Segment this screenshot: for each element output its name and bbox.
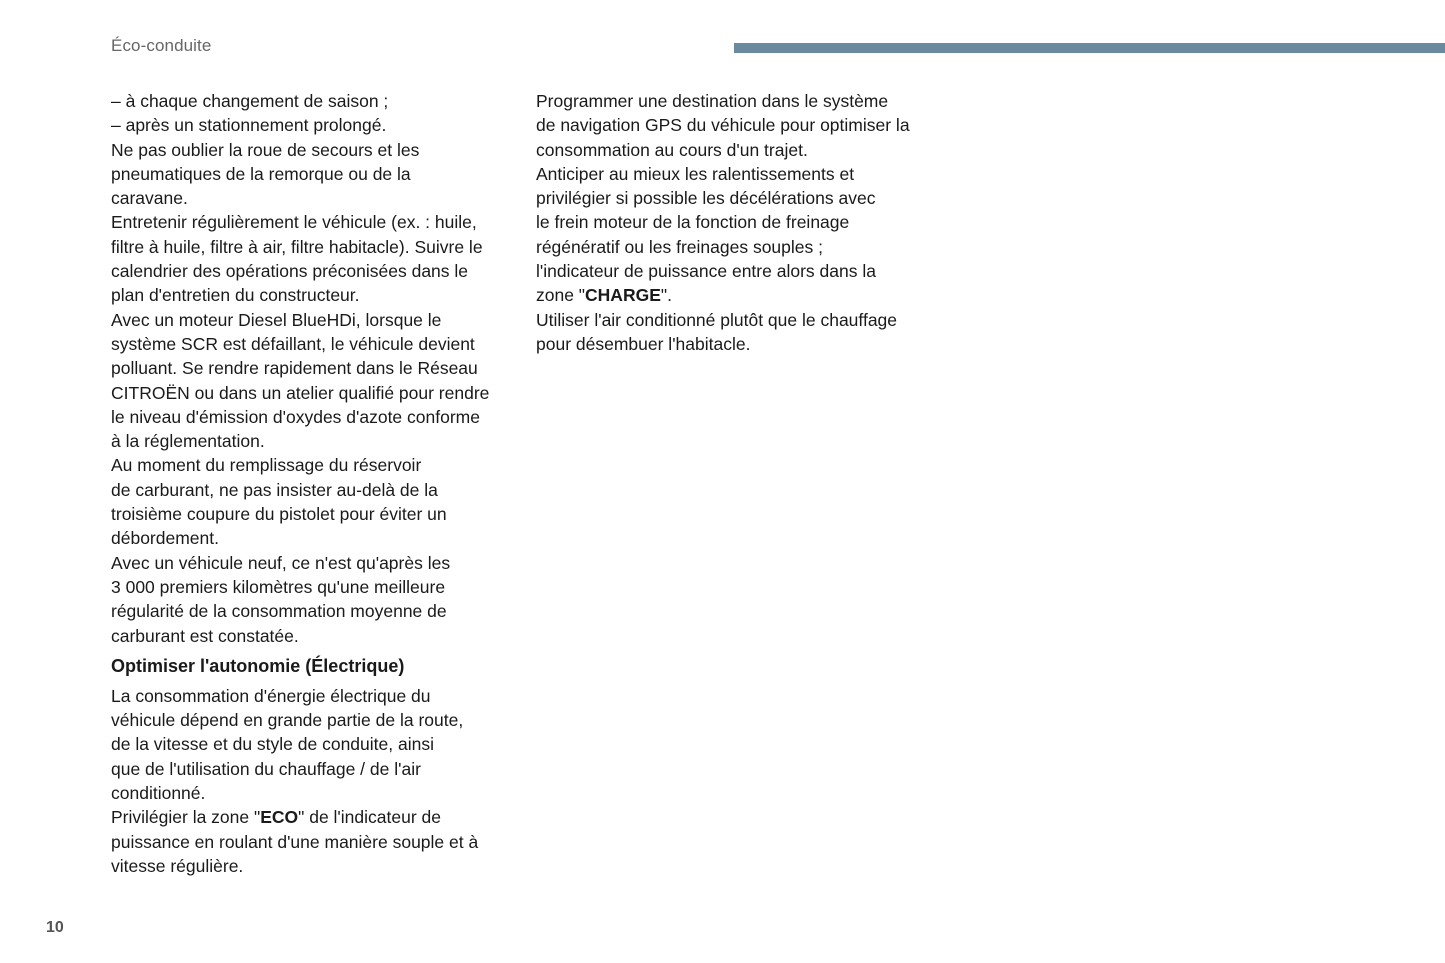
paragraph-maintenance: Entretenir régulièrement le véhicule (ex. : huile, filtre à huile, filtre à air, filtre habitacle). Suivre le calendrier des opérations préconisées dans le plan d'entretien du constructeur. <box>111 212 483 306</box>
header-bar <box>734 43 1445 53</box>
paragraph-spare-wheel: Ne pas oublier la roue de secours et les pneumatiques de la remorque ou de la caravane. <box>111 139 420 209</box>
paragraph-bluehdi: Avec un moteur Diesel BlueHDi, lorsque le système SCR est défaillant, le véhicule devient polluant. Se rendre rapidement dans le Réseau CITROËN ou dans un atelier qualifié pour rendre le niveau d'émission d'oxydes d'azote conforme à la réglementation. <box>111 309 490 452</box>
paragraph-gps: Programmer une destination dans le système de navigation GPS du véhicule pour optimiser la consommation au cours d'un trajet. <box>536 91 910 160</box>
paragraph-air-conditioning: Utiliser l'air conditionné plutôt que le chauffage pour désembuer l'habitacle. <box>536 309 898 354</box>
right-column <box>536 89 936 356</box>
charge-text-after: ". <box>660 285 672 306</box>
charge-keyword: CHARGE <box>585 285 661 306</box>
charge-text-before: Anticiper au mieux les ralentissements et privilégier si possible les décélérations avec le frein moteur de la fonction de freinage régénératif ou les freinages souples ; l'indicateur de puissance entre alors dans la zone " <box>536 163 876 306</box>
section-title: Éco-conduite <box>111 36 212 55</box>
paragraph-refuelling: Au moment du remplissage du réservoir de carburant, ne pas insister au-delà de la troisième coupure du pistolet pour éviter un débordement. <box>111 455 447 549</box>
page-number: 10 <box>46 919 64 936</box>
paragraph-charge-zone <box>536 162 936 308</box>
eco-keyword: ECO <box>260 807 299 828</box>
list-item: – à chaque changement de saison ; <box>111 91 389 111</box>
left-column <box>111 89 511 878</box>
eco-text-before: Privilégier la zone " <box>111 807 261 828</box>
eco-text-after: " de l'indicateur de puissance en roulant d'une manière souple et à vitesse régulière. <box>111 807 479 876</box>
paragraph-energy-consumption: La consommation d'énergie électrique du véhicule dépend en grande partie de la route, de la vitesse et du style de conduite, ainsi que de l'utilisation du chauffage / de l'air conditionné. <box>111 685 464 804</box>
paragraph-new-vehicle: Avec un véhicule neuf, ce n'est qu'après les 3 000 premiers kilomètres qu'une meilleure régularité de la consommation moyenne de carburant est constatée. <box>111 552 451 646</box>
list-item: – après un stationnement prolongé. <box>111 115 387 136</box>
heading-optimise-range: Optimiser l'autonomie (Électrique) <box>111 655 405 676</box>
paragraph-eco-zone <box>111 805 511 878</box>
